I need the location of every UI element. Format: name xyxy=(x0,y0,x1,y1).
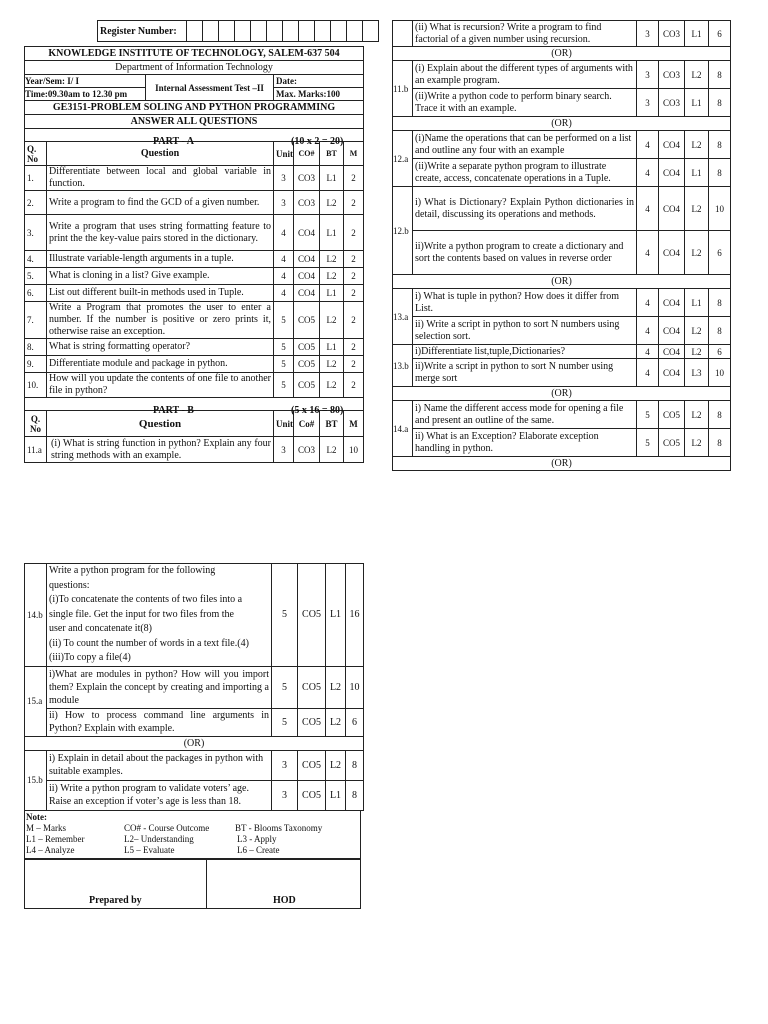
question-text: ii)Write a script in python to sort N number using merge sort xyxy=(413,359,637,387)
question-text: i) Explain in detail about the packages in python with suitable examples. xyxy=(47,750,272,780)
question-number: 5. xyxy=(25,268,47,285)
hod-box xyxy=(207,860,360,908)
unit-cell: 3 xyxy=(272,750,298,780)
co-cell: CO5 xyxy=(298,708,326,736)
co-cell: CO3 xyxy=(294,166,320,191)
marks-cell: 8 xyxy=(709,317,731,345)
marks-cell: 8 xyxy=(346,780,364,810)
question-line: (iii)To copy a file(4) xyxy=(49,652,131,663)
exam-date: Date: xyxy=(274,75,363,88)
legend-l1: L1 – Remember xyxy=(26,833,85,844)
bt-cell: L2 xyxy=(685,317,709,345)
register-digit-box xyxy=(251,21,267,42)
question-text: ii) Write a python program to validate voters’ age. Raise an exception if voter’s age is less than 18. xyxy=(47,780,272,810)
legend-l2: L2– Understanding xyxy=(124,833,194,844)
or-separator: (OR) xyxy=(393,117,731,131)
register-digit-box xyxy=(283,21,299,42)
bt-cell: L1 xyxy=(685,159,709,187)
legend-bt: BT - Blooms Taxonomy xyxy=(235,822,323,833)
bt-cell: L2 xyxy=(326,750,346,780)
unit-cell: 4 xyxy=(637,345,659,359)
marks-cell: 10 xyxy=(344,437,364,463)
unit-cell: 4 xyxy=(274,215,294,251)
question-text: (ii) What is recursion? Write a program to find factorial of a given number using recursion. xyxy=(413,21,637,47)
bt-cell: L1 xyxy=(685,21,709,47)
question-row xyxy=(393,131,731,159)
col-header-question: Question xyxy=(47,142,274,166)
co-cell: CO4 xyxy=(659,159,685,187)
course-title: GE3151-PROBLEM SOLING AND PYTHON PROGRAMMING xyxy=(25,101,364,115)
unit-cell: 3 xyxy=(637,21,659,47)
legend-co: CO# - Course Outcome xyxy=(124,822,210,833)
question-row xyxy=(25,437,364,463)
co-cell: CO5 xyxy=(294,302,320,339)
col-header-bt: BT xyxy=(320,142,344,166)
marks-cell: 10 xyxy=(709,359,731,387)
year-sem: Year/Sem: I/ I xyxy=(25,75,145,88)
or-separator: (OR) xyxy=(393,275,731,289)
unit-cell: 5 xyxy=(637,401,659,429)
question-text: Illustrate variable-length arguments in a tuple. xyxy=(47,251,274,268)
legend-l4: L4 – Analyze xyxy=(26,844,75,855)
co-cell: CO5 xyxy=(294,373,320,398)
co-cell: CO3 xyxy=(659,21,685,47)
question-row xyxy=(25,708,364,736)
question-row xyxy=(393,187,731,231)
bt-cell: L2 xyxy=(320,302,344,339)
unit-cell: 4 xyxy=(637,317,659,345)
or-separator: (OR) xyxy=(25,736,364,750)
question-text: What is string formatting operator? xyxy=(47,339,274,356)
question-text: How will you update the contents of one file to another file in python? xyxy=(47,373,274,398)
question-line: single file. Get the input for two files from the xyxy=(49,608,234,620)
question-text: i)Differentiate list,tuple,Dictionaries? xyxy=(413,345,637,359)
co-cell: CO5 xyxy=(659,401,685,429)
question-row xyxy=(393,401,731,429)
register-digit-box xyxy=(363,21,379,42)
department-name: Department of Information Technology xyxy=(25,61,364,75)
marks-cell: 2 xyxy=(344,356,364,373)
question-text: Write a Program that promotes the user to enter a number. If the number is positive or zero prints it, otherwise raise an exception. xyxy=(47,302,274,339)
bt-cell: L1 xyxy=(320,166,344,191)
register-digit-box xyxy=(331,21,347,42)
question-row xyxy=(393,359,731,387)
question-text: (i)Name the operations that can be performed on a list and outline any four with an example xyxy=(413,131,637,159)
question-text: i)What are modules in python? How will you import them? Explain the concept by creating and importing a module xyxy=(47,666,272,708)
or-separator: (OR) xyxy=(393,457,731,471)
question-number: 11.a xyxy=(25,437,47,463)
legend-l3: L3 - Apply xyxy=(237,833,277,844)
question-number: 6. xyxy=(25,285,47,302)
bt-cell: L1 xyxy=(320,215,344,251)
bt-cell: L2 xyxy=(326,708,346,736)
register-digit-box xyxy=(235,21,251,42)
question-text: (i) What is string function in python? Explain any four string methods with an example. xyxy=(47,437,274,463)
marks-cell: 6 xyxy=(346,708,364,736)
unit-cell: 4 xyxy=(637,359,659,387)
co-cell: CO4 xyxy=(659,359,685,387)
note-section xyxy=(24,811,361,859)
co-cell: CO5 xyxy=(298,564,326,667)
question-text: ii) What is an Exception? Elaborate exception handling in python. xyxy=(413,429,637,457)
unit-cell: 3 xyxy=(637,89,659,117)
question-text xyxy=(47,564,272,667)
col-header-unit: Unit xyxy=(274,142,294,166)
marks-cell: 2 xyxy=(344,251,364,268)
co-cell: CO5 xyxy=(298,780,326,810)
register-digit-box xyxy=(347,21,363,42)
part-a-marks: (10 x 2 = 20) xyxy=(291,136,344,147)
co-cell: CO4 xyxy=(659,187,685,231)
register-digit-box xyxy=(299,21,315,42)
question-line: (ii) To count the number of words in a text file.(4) xyxy=(49,637,249,649)
unit-cell: 3 xyxy=(274,191,294,215)
unit-cell: 4 xyxy=(274,268,294,285)
question-text: ii) Write a script in python to sort N numbers using selection sort. xyxy=(413,317,637,345)
question-text: Write a program that uses string formatting feature to print the the key-value pairs stored in the dictionary. xyxy=(47,215,274,251)
unit-cell: 4 xyxy=(637,289,659,317)
question-row xyxy=(25,191,364,215)
co-cell: CO4 xyxy=(659,231,685,275)
unit-cell: 4 xyxy=(274,285,294,302)
co-cell: CO3 xyxy=(659,89,685,117)
question-row xyxy=(393,289,731,317)
question-number: 10. xyxy=(25,373,47,398)
test-name: Internal Assessment Test –II xyxy=(155,82,264,93)
marks-cell: 8 xyxy=(709,401,731,429)
question-row xyxy=(25,251,364,268)
question-row xyxy=(25,356,364,373)
institute-name: KNOWLEDGE INSTITUTE OF TECHNOLOGY, SALEM-637 504 xyxy=(25,47,364,61)
marks-cell: 8 xyxy=(346,750,364,780)
bt-cell: L2 xyxy=(326,666,346,708)
question-number: 3. xyxy=(25,215,47,251)
marks-cell: 8 xyxy=(709,89,731,117)
marks-cell: 8 xyxy=(709,131,731,159)
marks-cell: 10 xyxy=(709,187,731,231)
co-cell: CO3 xyxy=(294,437,320,463)
marks-cell: 2 xyxy=(344,339,364,356)
part-b-marks: (5 x 16 = 80) xyxy=(291,405,344,416)
question-row xyxy=(393,61,731,89)
marks-cell: 8 xyxy=(709,289,731,317)
register-digit-box xyxy=(267,21,283,42)
question-row xyxy=(393,231,731,275)
register-number-box xyxy=(97,20,379,42)
co-cell: CO3 xyxy=(294,191,320,215)
question-row xyxy=(25,666,364,708)
unit-cell: 5 xyxy=(274,356,294,373)
question-number: 14.b xyxy=(25,564,47,667)
bottom-question-table xyxy=(24,563,363,909)
question-row xyxy=(25,780,364,810)
question-row xyxy=(393,89,731,117)
prepared-by-box xyxy=(25,860,207,908)
question-text: i) What is Dictionary? Explain Python dictionaries in detail, discussing its operations and methods. xyxy=(413,187,637,231)
question-text: ii)Write a python program to create a dictionary and sort the contents based on values in reverse order xyxy=(413,231,637,275)
col-header-qno: Q. No xyxy=(25,411,47,437)
unit-cell: 4 xyxy=(274,251,294,268)
part-b-title: PART - B xyxy=(153,405,194,416)
bt-cell: L2 xyxy=(320,437,344,463)
question-text: ii) How to process command line arguments in Python? Explain with example. xyxy=(47,708,272,736)
col-header-co: Co# xyxy=(294,411,320,437)
bt-cell: L2 xyxy=(685,131,709,159)
unit-cell: 5 xyxy=(274,373,294,398)
co-cell: CO4 xyxy=(659,317,685,345)
bt-cell: L2 xyxy=(320,356,344,373)
col-header-bt: BT xyxy=(320,411,344,437)
question-row xyxy=(393,429,731,457)
question-number: 13.b xyxy=(393,345,413,387)
col-header-qno: Q. No xyxy=(25,142,47,166)
part-a-title: PART - A xyxy=(153,136,194,147)
unit-cell: 4 xyxy=(637,159,659,187)
question-text: List out different built-in methods used in Tuple. xyxy=(47,285,274,302)
bt-cell: L1 xyxy=(326,780,346,810)
question-row xyxy=(25,285,364,302)
question-row xyxy=(393,345,731,359)
co-cell: CO4 xyxy=(294,251,320,268)
exam-header xyxy=(24,46,363,463)
question-row xyxy=(393,317,731,345)
co-cell: CO4 xyxy=(294,215,320,251)
bt-cell: L2 xyxy=(685,345,709,359)
question-number: 11.b xyxy=(393,61,413,117)
marks-cell: 10 xyxy=(346,666,364,708)
unit-cell: 3 xyxy=(274,437,294,463)
legend-l5: L5 – Evaluate xyxy=(124,844,175,855)
question-number: 12.a xyxy=(393,131,413,187)
question-row xyxy=(25,166,364,191)
co-cell: CO5 xyxy=(294,356,320,373)
bt-cell: L2 xyxy=(685,187,709,231)
col-header-unit: Unit xyxy=(274,411,294,437)
bt-cell: L2 xyxy=(685,61,709,89)
marks-cell: 6 xyxy=(709,21,731,47)
bt-cell: L2 xyxy=(320,268,344,285)
prepared-by-label: Prepared by xyxy=(89,894,142,906)
or-separator: (OR) xyxy=(393,387,731,401)
question-text: i) What is tuple in python? How does it differ from List. xyxy=(413,289,637,317)
question-row xyxy=(25,302,364,339)
question-line: questions: xyxy=(49,579,90,591)
unit-cell: 4 xyxy=(637,131,659,159)
co-cell: CO5 xyxy=(298,750,326,780)
register-digit-box xyxy=(187,21,203,42)
unit-cell: 5 xyxy=(272,708,298,736)
marks-cell: 2 xyxy=(344,373,364,398)
question-number: 8. xyxy=(25,339,47,356)
question-row xyxy=(25,750,364,780)
hod-label: HOD xyxy=(273,894,296,906)
col-header-question: Question xyxy=(47,411,274,437)
col-header-m: M xyxy=(344,411,364,437)
question-text: (ii)Write a python code to perform binary search. Trace it with an example. xyxy=(413,89,637,117)
bt-cell: L1 xyxy=(320,285,344,302)
bt-cell: L1 xyxy=(320,339,344,356)
marks-cell: 8 xyxy=(709,429,731,457)
unit-cell: 3 xyxy=(274,166,294,191)
marks-cell: 6 xyxy=(709,231,731,275)
bt-cell: L2 xyxy=(320,373,344,398)
legend-l6: L6 – Create xyxy=(237,844,280,855)
bt-cell: L2 xyxy=(685,401,709,429)
right-question-table xyxy=(392,20,730,471)
answer-all-instruction: ANSWER ALL QUESTIONS xyxy=(25,115,364,129)
question-number: 9. xyxy=(25,356,47,373)
question-text: (ii)Write a separate python program to illustrate create, access, concatenate operations in a Tuple. xyxy=(413,159,637,187)
unit-cell: 4 xyxy=(637,187,659,231)
marks-cell: 2 xyxy=(344,268,364,285)
marks-cell: 8 xyxy=(709,159,731,187)
marks-cell: 8 xyxy=(709,61,731,89)
bt-cell: L1 xyxy=(685,289,709,317)
co-cell: CO5 xyxy=(294,339,320,356)
question-row xyxy=(393,21,731,47)
question-text: (i) Explain about the different types of arguments with an example program. xyxy=(413,61,637,89)
marks-cell: 2 xyxy=(344,215,364,251)
question-text: Differentiate between local and global variable in function. xyxy=(47,166,274,191)
unit-cell: 3 xyxy=(272,780,298,810)
question-text: i) Name the different access mode for opening a file and present an outline of the same. xyxy=(413,401,637,429)
marks-cell: 16 xyxy=(346,564,364,667)
bt-cell: L2 xyxy=(685,429,709,457)
question-line: (i)To concatenate the contents of two files into a xyxy=(49,594,243,605)
unit-cell: 5 xyxy=(637,429,659,457)
question-text: What is cloning in a list? Give example. xyxy=(47,268,274,285)
question-row xyxy=(393,159,731,187)
unit-cell: 5 xyxy=(274,339,294,356)
marks-cell: 6 xyxy=(709,345,731,359)
unit-cell: 5 xyxy=(272,666,298,708)
question-number: 13.a xyxy=(393,289,413,345)
question-row xyxy=(25,564,364,667)
register-digit-box xyxy=(315,21,331,42)
co-cell: CO4 xyxy=(294,268,320,285)
question-line: user and concatenate it(8) xyxy=(49,623,153,634)
register-digit-box xyxy=(219,21,235,42)
question-number: 12.b xyxy=(393,187,413,275)
note-title: Note: xyxy=(26,811,47,822)
max-marks: Max. Marks:100 xyxy=(276,89,340,99)
bt-cell: L3 xyxy=(685,359,709,387)
unit-cell: 3 xyxy=(637,61,659,89)
co-cell: CO3 xyxy=(659,61,685,89)
question-number: 14.a xyxy=(393,401,413,457)
unit-cell: 5 xyxy=(272,564,298,667)
marks-cell: 2 xyxy=(344,191,364,215)
co-cell: CO4 xyxy=(659,131,685,159)
co-cell: CO5 xyxy=(659,429,685,457)
signature-section xyxy=(24,859,361,909)
question-number: 2. xyxy=(25,191,47,215)
co-cell: CO5 xyxy=(298,666,326,708)
bt-cell: L1 xyxy=(685,89,709,117)
question-row xyxy=(25,339,364,356)
question-number: 15.a xyxy=(25,666,47,736)
or-separator: (OR) xyxy=(393,47,731,61)
register-digit-box xyxy=(203,21,219,42)
unit-cell: 5 xyxy=(274,302,294,339)
question-row xyxy=(25,373,364,398)
question-number: 4. xyxy=(25,251,47,268)
exam-time: Time:09.30am to 12.30 pm xyxy=(25,89,128,99)
question-row xyxy=(25,215,364,251)
col-header-co: CO# xyxy=(294,142,320,166)
marks-cell: 2 xyxy=(344,166,364,191)
question-line: Write a python program for the following xyxy=(49,565,216,576)
question-row xyxy=(25,268,364,285)
marks-cell: 2 xyxy=(344,302,364,339)
co-cell: CO4 xyxy=(294,285,320,302)
question-number: 1. xyxy=(25,166,47,191)
bt-cell: L1 xyxy=(326,564,346,667)
question-number: 15.b xyxy=(25,750,47,810)
marks-cell: 2 xyxy=(344,285,364,302)
register-number-label: Register Number: xyxy=(98,21,187,42)
legend-m: M – Marks xyxy=(26,822,66,833)
question-number: 7. xyxy=(25,302,47,339)
bt-cell: L2 xyxy=(320,251,344,268)
unit-cell: 4 xyxy=(637,231,659,275)
co-cell: CO4 xyxy=(659,289,685,317)
bt-cell: L2 xyxy=(685,231,709,275)
co-cell: CO4 xyxy=(659,345,685,359)
question-text: Differentiate module and package in python. xyxy=(47,356,274,373)
question-text: Write a program to find the GCD of a given number. xyxy=(47,191,274,215)
col-header-m: M xyxy=(344,142,364,166)
bt-cell: L2 xyxy=(320,191,344,215)
